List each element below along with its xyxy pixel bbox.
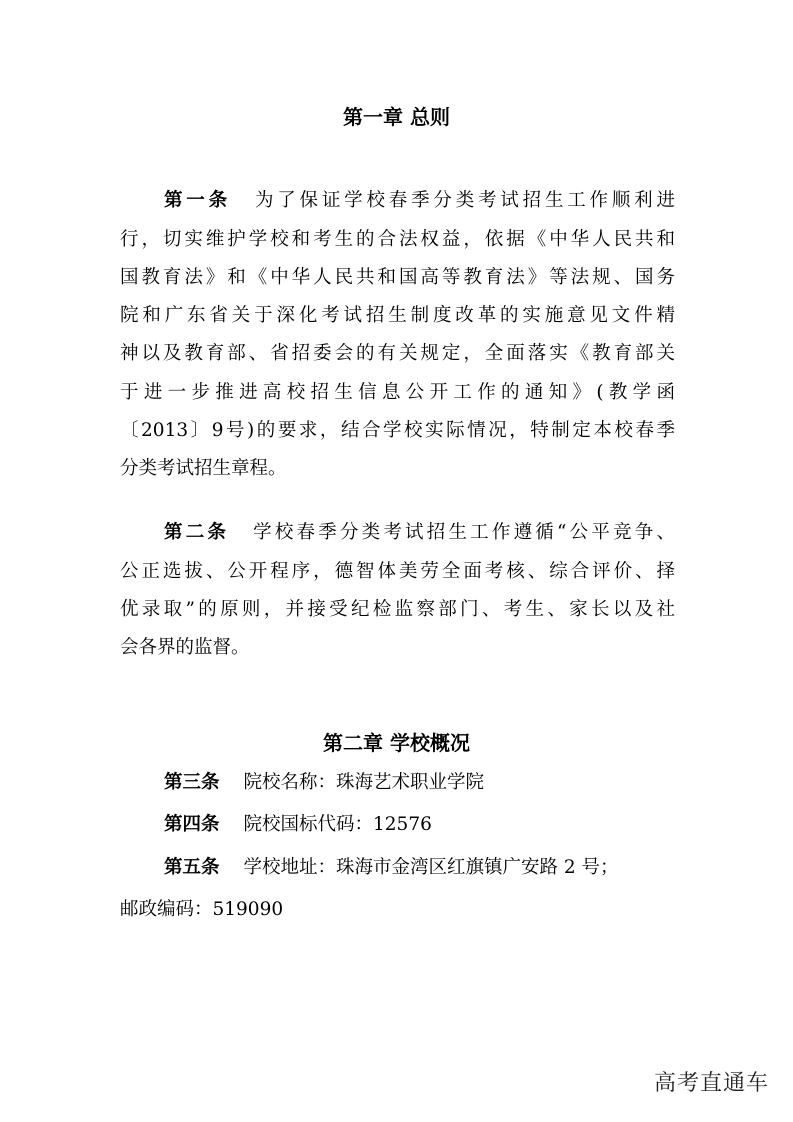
article-1-text-1: 为了保证学校春季分类考试招生工作顺利进 [254,190,675,211]
article-1-line-8: 分类考试招生章程。 [120,458,287,479]
article-1-line-6: 于进一步推进高校招生信息公开工作的通知》(教学函 [120,382,675,403]
article-3-label: 第三条 [164,772,220,793]
article-2-line-3: 优录取”的原则，并接受纪检监察部门、考生、家长以及社 [120,599,675,620]
article-1-line-1 [164,188,675,214]
article-1-line-3: 国教育法》和《中华人民共和国高等教育法》等法规、国务 [120,267,675,288]
article-3-line [164,770,675,796]
article-5-text: 学校地址：珠海市金湾区红旗镇广安路 2 号； [243,857,619,878]
article-5-line-1 [164,855,675,881]
article-1-line-4: 院和广东省关于深化考试招生制度改革的实施意见文件精 [120,305,675,326]
article-1-line-7: 〔2013〕9号)的要求，结合学校实际情况，特制定本校春季 [120,420,675,441]
article-4-line [164,812,675,838]
article-5-line-2: 邮政编码：519090 [120,899,284,920]
article-5-label: 第五条 [164,857,220,878]
article-2-line-1 [164,520,675,546]
watermark-text: 高考直通车 [653,1071,769,1096]
article-2-label: 第二条 [164,522,230,543]
article-1-label: 第一条 [164,190,231,211]
article-1-line-5: 神以及教育部、省招委会的有关规定，全面落实《教育部关 [120,343,675,364]
article-4-text: 院校国标代码：12576 [243,814,432,835]
article-2-line-4: 会各界的监督。 [120,637,250,658]
article-4-label: 第四条 [164,814,220,835]
article-3-text: 院校名称：珠海艺术职业学院 [243,772,485,793]
chapter-2-title: 第二章 学校概况 [323,731,470,755]
article-2-line-2: 公正选拔、公开程序，德智体美劳全面考核、综合评价、择 [120,561,675,582]
chapter-1-title: 第一章 总则 [343,105,450,129]
article-2-text-1: 学校春季分类考试招生工作遵循“公平竞争、 [253,522,675,543]
article-1-line-2: 行，切实维护学校和考生的合法权益，依据《中华人民共和 [120,229,675,250]
